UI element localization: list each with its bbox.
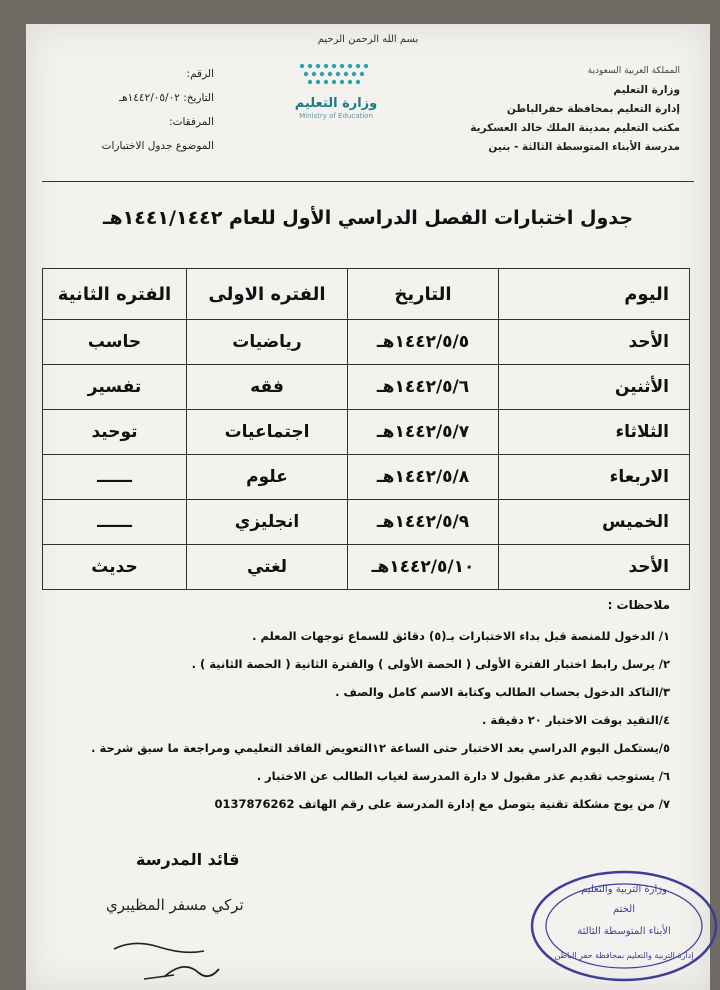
cell-date: ١٤٤٢/٥/٩هـ [348, 500, 499, 545]
note-item: ١/ الدخول للمنصة قبل بداء الاختبارات بـ(٥) دقائق للسماع توجهات المعلم . [252, 629, 670, 643]
logo-dots-icon [296, 60, 376, 90]
subject-label: الموضوع جدول الاختبارات [101, 140, 214, 152]
cell-period-1: علوم [187, 455, 348, 500]
cell-period-2: تفسير [43, 365, 187, 410]
header-divider [42, 181, 694, 182]
note-item: ٤/التقيد بوقت الاختبار ٢٠ دقيقة . [482, 713, 670, 727]
logo-name: وزارة التعليم [294, 96, 378, 111]
basmala: بسم الله الرحمن الرحيم [317, 34, 419, 45]
cell-period-1: رياضيات [187, 320, 348, 365]
cell-date: ١٤٤٢/٥/٥هـ [348, 320, 499, 365]
table-header-row [43, 269, 690, 320]
cell-date: ١٤٤٢/٥/٦هـ [348, 365, 499, 410]
kingdom-crest-text: المملكة العربية السعودية [587, 66, 680, 76]
education-office: مكتب التعليم بمدينة الملك خالد العسكرية [470, 122, 680, 134]
logo-subtitle: Ministry of Education [299, 112, 373, 120]
date-label: التاريخ: ١٤٤٢/٠٥/٠٢هـ [119, 92, 214, 104]
cell-date: ١٤٤٢/٥/١٠هـ [348, 545, 499, 590]
notes-list [50, 622, 670, 818]
cell-period-1: فقه [187, 365, 348, 410]
attachments-label: المرفقات: [169, 116, 214, 128]
document-meta [54, 62, 214, 158]
document-page [26, 24, 710, 990]
cell-period-1: لغتي [187, 545, 348, 590]
school-name: مدرسة الأبناء المتوسطة الثالثة - بنين [488, 141, 680, 153]
education-dept: إدارة التعليم بمحافظة حفرالباطن [506, 103, 680, 115]
ministry-logo [286, 60, 386, 120]
header-day: اليوم [499, 269, 690, 320]
header-period-1: الفتره الاولى [187, 269, 348, 320]
cell-period-2: ــــــ [43, 455, 187, 500]
header-date: التاريخ [348, 269, 499, 320]
header-period-2: الفتره الثانية [43, 269, 187, 320]
table-row [43, 500, 690, 545]
cell-period-1: اجتماعيات [187, 410, 348, 455]
cell-period-2: ــــــ [43, 500, 187, 545]
cell-day: الأحد [499, 320, 690, 365]
note-item: ٧/ من يوج مشكلة تقنية يتوصل مع إدارة المدرسة على رقم الهاتف 0137876262 [214, 797, 670, 811]
ministry-header [470, 62, 680, 157]
cell-day: الاربعاء [499, 455, 690, 500]
principal-title: قائد المدرسة [136, 850, 240, 869]
table-row [43, 545, 690, 590]
cell-period-2: حاسب [43, 320, 187, 365]
note-item: ٢/ يرسل رابط اختبار الفترة الأولى ( الحصة الأولى ) والفترة الثانية ( الحصة الثانية ) . [191, 657, 670, 671]
cell-day: الثلاثاء [499, 410, 690, 455]
ref-label: الرقم: [186, 68, 214, 80]
school-stamp-icon [524, 866, 720, 986]
note-item: ٦/ يستوجب تقديم عذر مقبول لا دارة المدرسة لغياب الطالب عن الاختبار . [256, 769, 670, 783]
stamp-school-text: الأبناء المتوسطة الثالثة [577, 926, 671, 937]
cell-date: ١٤٤٢/٥/٧هـ [348, 410, 499, 455]
cell-period-2: حديث [43, 545, 187, 590]
cell-period-1: انجليزي [187, 500, 348, 545]
stamp-ministry-text: وزارة التربية والتعليم [581, 884, 667, 895]
exam-schedule-table [42, 268, 690, 590]
cell-date: ١٤٤٢/٥/٨هـ [348, 455, 499, 500]
notes-title: ملاحظات : [607, 598, 670, 612]
principal-name: تركي مسفر المظيبري [106, 896, 244, 914]
cell-day: الأثنين [499, 365, 690, 410]
table-row [43, 320, 690, 365]
table-row [43, 455, 690, 500]
note-item: ٥/يستكمل اليوم الدراسي بعد الاختبار حتى الساعة ١٢التعويض الفاقد التعليمي ومراجعة ما سبق شرحة . [91, 741, 670, 755]
cell-period-2: توحيد [43, 410, 187, 455]
stamp-dept-text: إدارة التربية والتعليم بمحافظة حفر الباطن [554, 951, 694, 960]
stamp-seal-text: الختم [613, 904, 635, 915]
ministry-name: وزارة التعليم [613, 84, 680, 96]
table-row [43, 365, 690, 410]
cell-day: الأحد [499, 545, 690, 590]
signature-icon [104, 929, 264, 989]
note-item: ٣/التاكد الدخول بحساب الطالب وكتابة الاسم كامل والصف . [335, 685, 670, 699]
cell-day: الخميس [499, 500, 690, 545]
page-title: جدول اختبارات الفصل الدراسي الأول للعام ١٤٤١/١٤٤٢هـ [102, 207, 634, 229]
table-row [43, 410, 690, 455]
